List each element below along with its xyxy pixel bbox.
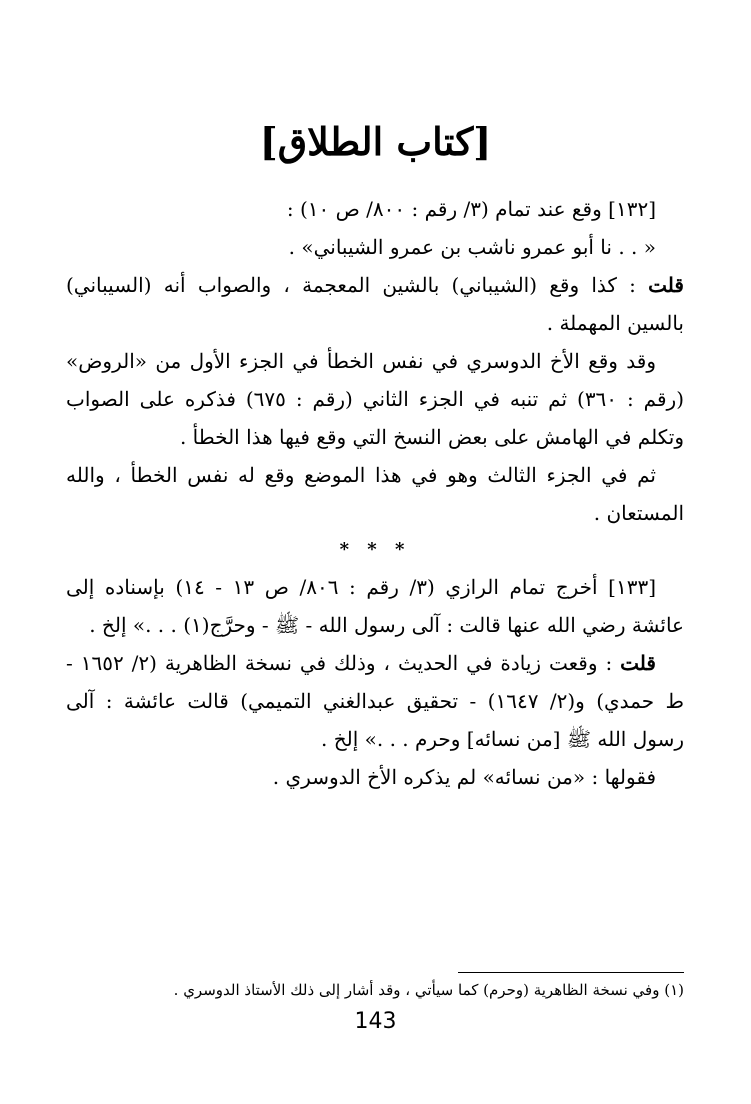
entry-133-note [66, 644, 684, 758]
entry-133-note-text: : وقعت زيادة في الحديث ، وذلك في نسخة الظاهرية (٢/ ١٦٥٢ - ط حمدي) و(٢/ ١٦٤٧) - تحقيق عبدالغني التميمي) قالت عائشة : آلى رسول الله ﷺ [من نسائه] وحرم . . .» إلخ . [66, 651, 684, 751]
section-separator: * * * [339, 539, 411, 560]
entry-133-heading: [١٣٣] أخرج تمام الرازي (٣/ رقم : ٨٠٦/ ص ١٣ - ١٤) بإسناده إلى عائشة رضي الله عنها قالت : آلى رسول الله - ﷺ - وحرَّج(١) . . .» إلخ . [66, 575, 684, 637]
chapter-title: [كتاب الطلاق] [259, 119, 492, 164]
entry-132-paragraph-2: وقد وقع الأخ الدوسري في نفس الخطأ في الجزء الأول من «الروض» (رقم : ٣٦٠) ثم تنبه في الجزء الثاني (رقم : ٦٧٥) فذكره على الصواب وتكلم في الهامش على بعض النسخ التي وقع فيها هذا الخطأ . [66, 349, 685, 449]
qult-label: قلت [648, 273, 684, 297]
entry-132-heading: [١٣٢] وقع عند تمام (٣/ رقم : ٨٠٠/ ص ١٠) : [286, 197, 656, 221]
main-text [66, 190, 684, 796]
entry-132-note [66, 266, 684, 342]
footnote-divider [458, 972, 684, 973]
qult-label: قلت [620, 651, 656, 675]
entry-133-paragraph-2: فقولها : «من نسائه» لم يذكره الأخ الدوسري . [272, 765, 656, 789]
page-number: 143 [354, 1009, 397, 1034]
entry-132-paragraph-3: ثم في الجزء الثالث وهو في هذا الموضع وقع له نفس الخطأ ، والله المستعان . [66, 463, 684, 525]
footnote: (١) وفي نسخة الظاهرية (وحرم) كما سيأتي ، وقد أشار إلى ذلك الأستاذ الدوسري . [173, 981, 684, 999]
entry-132-quote: « . . نا أبو عمرو ناشب بن عمرو الشيباني» . [288, 235, 656, 259]
entry-132-note-text: : كذا وقع (الشيباني) بالشين المعجمة ، والصواب أنه (السيباني) بالسين المهملة . [66, 273, 684, 335]
